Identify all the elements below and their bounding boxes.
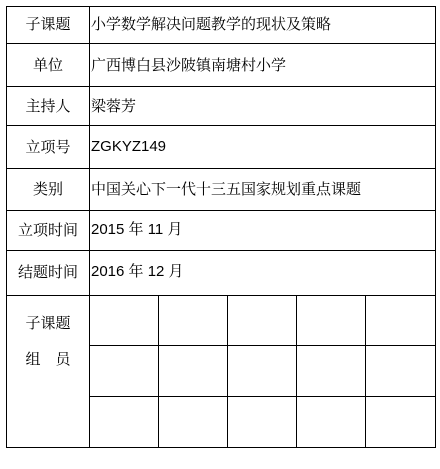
label-completion-date: 结题时间: [17, 263, 78, 281]
value-project-number: ZGKYZ149: [91, 138, 167, 155]
member-cell: [90, 397, 158, 447]
row-divider: [6, 250, 436, 251]
member-cell: [366, 397, 435, 447]
row-divider: [6, 86, 436, 87]
label-host: 主持人: [25, 97, 71, 115]
value-unit: 广西博白县沙陂镇南塘村小学: [91, 56, 287, 74]
row-divider: [6, 43, 436, 44]
value-host: 梁蓉芳: [91, 97, 137, 115]
label-category: 类别: [32, 180, 63, 198]
member-cell: [90, 296, 158, 345]
value-completion-date: 2016 年 12 月: [91, 263, 184, 280]
row-divider: [6, 125, 436, 126]
member-cell: [90, 346, 158, 396]
member-cell: [297, 397, 365, 447]
table-border-bottom: [6, 447, 436, 448]
value-approval-date: 2015 年 11 月: [91, 221, 183, 238]
member-cell: [228, 346, 296, 396]
member-cell: [228, 296, 296, 345]
label-members-line2: 组 员: [25, 350, 71, 368]
member-cell: [297, 346, 365, 396]
member-cell: [159, 397, 227, 447]
label-unit: 单位: [32, 56, 63, 74]
value-category: 中国关心下一代十三五国家规划重点课题: [91, 180, 362, 198]
row-divider: [6, 168, 436, 169]
table-border-right: [435, 6, 436, 448]
label-subtopic: 子课题: [25, 15, 71, 33]
table-border-top: [6, 6, 436, 7]
member-cell: [159, 346, 227, 396]
label-members-line1: 子课题: [25, 314, 71, 332]
label-project-number: 立项号: [25, 138, 71, 156]
member-cell: [366, 296, 435, 345]
member-cell: [159, 296, 227, 345]
label-approval-date: 立项时间: [17, 221, 78, 239]
member-cell: [297, 296, 365, 345]
row-divider: [6, 210, 436, 211]
member-cell: [366, 346, 435, 396]
value-subtopic: 小学数学解决问题教学的现状及策略: [91, 15, 332, 33]
member-cell: [228, 397, 296, 447]
